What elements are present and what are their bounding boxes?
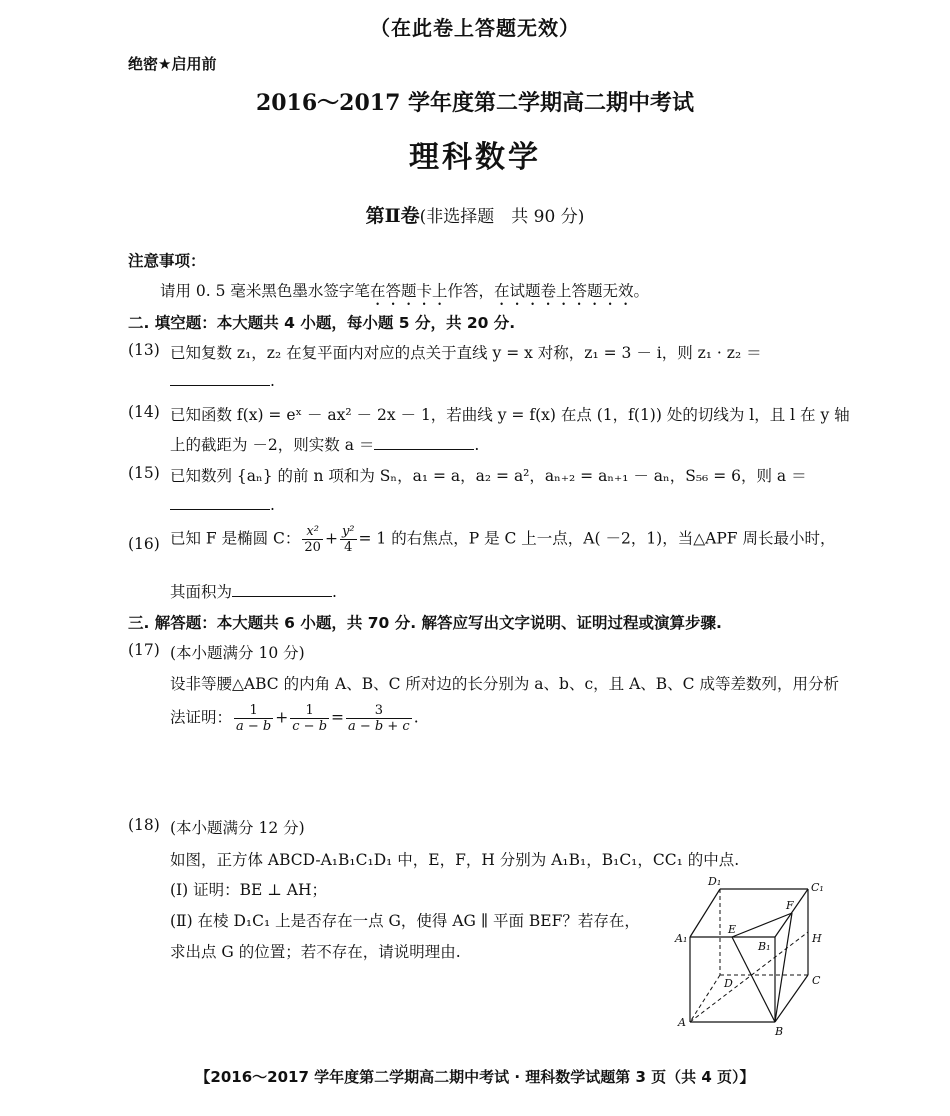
question-14-text-1: 已知函数 f(x) = eˣ － ax² － 2x － 1，若曲线 y = f(x) 在点 (1，f(1)) 处的切线为 l，且 l 在 y 轴: [170, 406, 850, 424]
question-16-post: = 1 的右焦点，P 是 C 上一点，A( －2，1)，当△APF 周长最小时，: [358, 529, 836, 548]
question-14-text-2: 上的截距为 －2，则实数 a ＝ .: [170, 436, 480, 454]
frac-numerator: x²: [302, 524, 323, 540]
subject-title: 理科数学: [409, 140, 541, 175]
question-16-text-2: 其面积为 .: [170, 583, 337, 601]
question-16-number: (16): [128, 535, 160, 553]
notice-emphasis-1: 在答题卡上: [369, 282, 448, 300]
label-h: H: [812, 932, 822, 945]
question-18-part-1: (Ⅰ) 证明：BE ⊥ AH；: [170, 881, 327, 899]
label-a: A: [678, 1016, 686, 1029]
label-b1: B₁: [758, 940, 771, 953]
label-d: D: [724, 977, 733, 990]
answer-blank: [232, 582, 332, 597]
hidden-edge-da: [690, 975, 720, 1022]
fraction-3-over-sum: [346, 703, 412, 734]
label-a1: A₁: [675, 932, 688, 945]
question-18-number: (18): [128, 816, 160, 834]
fraction-x2-20: [302, 524, 323, 555]
question-14-line2: 上的截距为 －2，则实数 a ＝: [170, 436, 375, 454]
frac-numerator: y²: [341, 524, 355, 539]
plus-sign: +: [275, 708, 289, 727]
question-13-answer-line: .: [170, 371, 275, 390]
question-17-score: (本小题满分 10 分): [170, 644, 305, 662]
question-17-number: (17): [128, 641, 160, 659]
question-15-answer-line: .: [170, 495, 275, 514]
section-3-heading: 三. 解答题：本大题共 6 小题，共 70 分. 解答应写出文字说明、证明过程或演算步骤.: [128, 614, 722, 632]
answer-blank: [170, 371, 270, 386]
frac-denominator: 4: [344, 540, 353, 555]
confidential-mark: 绝密★启用前: [128, 55, 217, 73]
label-d1: D₁: [708, 875, 722, 888]
label-c1: C₁: [811, 881, 824, 894]
segment-bf: [775, 913, 792, 1022]
page-footer: 【2016～2017 学年度第二学期高二期中考试 · 理科数学试题第 3 页（共 4 页）】: [195, 1068, 755, 1086]
edge-d1a1: [690, 889, 720, 937]
frac-numerator: 1: [290, 703, 329, 719]
edge-cb: [775, 975, 808, 1022]
question-17-text-1: 设非等腰△ABC 的内角 A、B、C 所对边的长分别为 a、b、c，且 A、B、C 成等差数列，用分析: [170, 675, 839, 693]
question-16-pre: 已知 F 是椭圆 C：: [170, 529, 301, 548]
equals-sign: =: [331, 708, 345, 727]
frac-denominator: a − b: [236, 719, 272, 734]
label-b: B: [775, 1025, 784, 1038]
question-14-number: (14): [128, 403, 160, 421]
question-18-score: (本小题满分 12 分): [170, 819, 305, 837]
answer-blank: [374, 435, 474, 450]
label-f: F: [786, 899, 794, 912]
period: .: [413, 708, 419, 727]
volume-heading: [0, 201, 950, 228]
label-e: E: [728, 923, 737, 936]
question-18-part-2b: 求出点 G 的位置；若不存在，请说明理由.: [170, 943, 461, 961]
fraction-1-over-a-minus-b: [234, 703, 273, 734]
question-15-number: (15): [128, 464, 160, 482]
question-13-text: 已知复数 z₁，z₂ 在复平面内对应的点关于直线 y = x 对称，z₁ = 3 － i，则 z₁ · z₂ ＝: [170, 344, 762, 362]
question-15-text: 已知数列 {aₙ} 的前 n 项和为 Sₙ，a₁ = a，a₂ = a²，aₙ₊₂ = aₙ₊₁ － aₙ，S₅₆ = 6，则 a ＝: [170, 467, 807, 485]
notice-pre: 请用 0. 5 毫米黑色墨水签字笔: [160, 282, 370, 300]
question-16-text-1: [170, 524, 835, 555]
question-13-number: (13): [128, 341, 160, 359]
question-17-text-2: [170, 703, 419, 734]
question-16-line2: 其面积为: [170, 583, 233, 601]
notice-mid: 作答，: [447, 282, 494, 300]
invalid-answer-banner: （在此卷上答题无效）: [370, 16, 580, 40]
answer-blank: [170, 495, 270, 510]
notice-emphasis-2: 在试题卷上答题无效: [493, 282, 634, 300]
plus-sign: +: [324, 529, 338, 548]
hidden-segment-ah: [690, 932, 808, 1022]
notice-text: [160, 279, 649, 309]
frac-numerator: 1: [234, 703, 273, 719]
notice-title: 注意事项：: [128, 252, 206, 270]
section-2-heading: 二. 填空题：本大题共 4 小题，每小题 5 分，共 20 分.: [128, 314, 516, 332]
frac-denominator: 20: [304, 540, 321, 555]
frac-denominator: a − b + c: [348, 719, 410, 734]
volume-main: 第Ⅱ卷: [365, 205, 420, 227]
fraction-1-over-c-minus-b: [290, 703, 329, 734]
fraction-y2-4: [340, 524, 357, 555]
question-18-text-1: 如图，正方体 ABCD-A₁B₁C₁D₁ 中，E，F，H 分别为 A₁B₁，B₁C₁，CC₁ 的中点.: [170, 851, 740, 869]
notice-end: 。: [633, 282, 649, 300]
label-c: C: [812, 974, 821, 987]
exam-title: 2016～2017 学年度第二学期高二期中考试: [255, 90, 695, 116]
volume-note: (非选择题 共 90 分): [419, 207, 585, 227]
frac-numerator: 3: [346, 703, 412, 719]
frac-denominator: c − b: [292, 719, 328, 734]
question-17-prefix: 法证明：: [170, 708, 233, 727]
cube-figure: [670, 872, 830, 1042]
question-18-part-2: (Ⅱ) 在棱 D₁C₁ 上是否存在一点 G，使得 AG ∥ 平面 BEF？若存在，: [170, 912, 640, 930]
